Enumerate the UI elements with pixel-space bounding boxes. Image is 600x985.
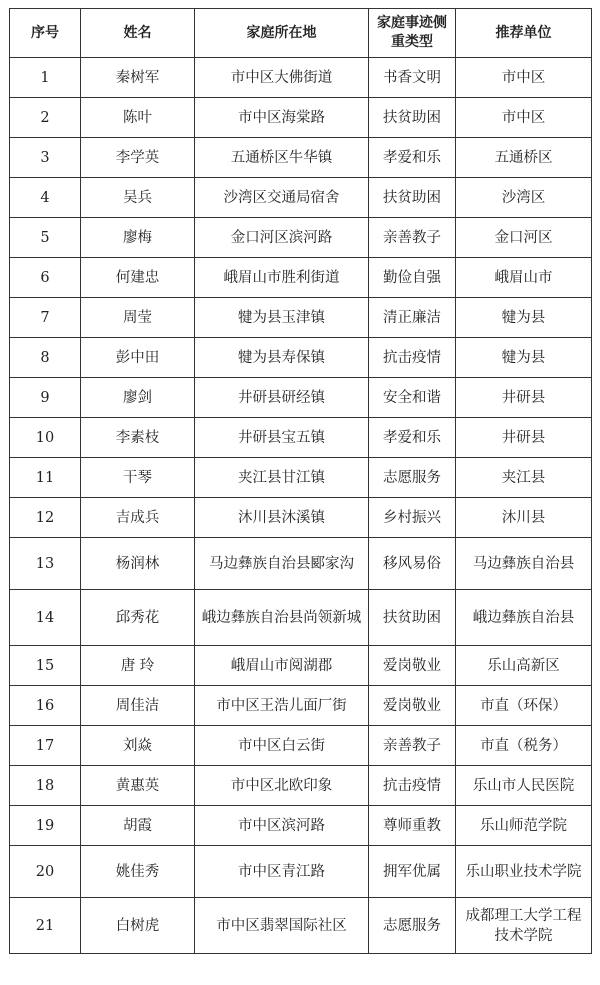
person-name: 周莹 <box>81 298 195 338</box>
family-address: 犍为县寿保镇 <box>195 338 369 378</box>
family-address: 市中区王浩儿面厂街 <box>195 686 369 726</box>
deed-type: 安全和谐 <box>369 378 456 418</box>
family-address: 市中区北欧印象 <box>195 766 369 806</box>
row-number: 18 <box>10 766 81 806</box>
person-name: 秦树军 <box>81 58 195 98</box>
person-name: 刘焱 <box>81 726 195 766</box>
recommending-unit: 井研县 <box>456 418 592 458</box>
deed-type: 孝爱和乐 <box>369 418 456 458</box>
table-row <box>10 298 592 338</box>
table-body <box>10 58 592 954</box>
row-number: 7 <box>10 298 81 338</box>
person-name: 陈叶 <box>81 98 195 138</box>
table-row <box>10 686 592 726</box>
recommending-unit: 市中区 <box>456 58 592 98</box>
person-name: 廖梅 <box>81 218 195 258</box>
table-row <box>10 726 592 766</box>
deed-type: 尊师重教 <box>369 806 456 846</box>
deed-type: 乡村振兴 <box>369 498 456 538</box>
row-number: 12 <box>10 498 81 538</box>
table-row <box>10 646 592 686</box>
recommending-unit: 夹江县 <box>456 458 592 498</box>
recommending-unit: 峨眉山市 <box>456 258 592 298</box>
family-address: 夹江县甘江镇 <box>195 458 369 498</box>
table-row <box>10 218 592 258</box>
table-row <box>10 58 592 98</box>
person-name: 黄惠英 <box>81 766 195 806</box>
row-number: 4 <box>10 178 81 218</box>
deed-type: 孝爱和乐 <box>369 138 456 178</box>
deed-type: 扶贫助困 <box>369 178 456 218</box>
deed-type: 书香文明 <box>369 58 456 98</box>
table-row <box>10 538 592 590</box>
row-number: 19 <box>10 806 81 846</box>
family-address: 市中区海棠路 <box>195 98 369 138</box>
person-name: 李学英 <box>81 138 195 178</box>
row-number: 5 <box>10 218 81 258</box>
deed-type: 扶贫助困 <box>369 98 456 138</box>
family-address: 峨边彝族自治县尚领新城 <box>195 590 369 646</box>
row-number: 21 <box>10 898 81 954</box>
recommending-unit: 井研县 <box>456 378 592 418</box>
row-number: 14 <box>10 590 81 646</box>
deed-type: 扶贫助困 <box>369 590 456 646</box>
deed-type: 亲善教子 <box>369 218 456 258</box>
row-number: 10 <box>10 418 81 458</box>
table-row <box>10 258 592 298</box>
recommending-unit: 乐山市人民医院 <box>456 766 592 806</box>
family-address: 市中区滨河路 <box>195 806 369 846</box>
family-address: 沙湾区交通局宿舍 <box>195 178 369 218</box>
table-row <box>10 338 592 378</box>
deed-type: 抗击疫情 <box>369 766 456 806</box>
person-name: 周佳洁 <box>81 686 195 726</box>
recommending-unit: 乐山师范学院 <box>456 806 592 846</box>
recommending-unit: 沐川县 <box>456 498 592 538</box>
recommending-unit: 成都理工大学工程技术学院 <box>456 898 592 954</box>
recommending-unit: 马边彝族自治县 <box>456 538 592 590</box>
row-number: 1 <box>10 58 81 98</box>
family-address: 市中区大佛街道 <box>195 58 369 98</box>
family-address: 马边彝族自治县郾家沟 <box>195 538 369 590</box>
family-address: 市中区青江路 <box>195 846 369 898</box>
row-number: 13 <box>10 538 81 590</box>
recommending-unit: 乐山高新区 <box>456 646 592 686</box>
recommending-unit: 乐山职业技术学院 <box>456 846 592 898</box>
deed-type: 勤俭自强 <box>369 258 456 298</box>
deed-type: 拥军优属 <box>369 846 456 898</box>
row-number: 16 <box>10 686 81 726</box>
family-address: 井研县研经镇 <box>195 378 369 418</box>
row-number: 15 <box>10 646 81 686</box>
recommending-unit: 五通桥区 <box>456 138 592 178</box>
family-address: 峨眉山市阅湖郡 <box>195 646 369 686</box>
table-row <box>10 498 592 538</box>
recommending-unit: 沙湾区 <box>456 178 592 218</box>
table-row <box>10 458 592 498</box>
table-row <box>10 898 592 954</box>
person-name: 吉成兵 <box>81 498 195 538</box>
deed-type: 移风易俗 <box>369 538 456 590</box>
table-row <box>10 178 592 218</box>
person-name: 廖剑 <box>81 378 195 418</box>
row-number: 6 <box>10 258 81 298</box>
deed-type: 抗击疫情 <box>369 338 456 378</box>
family-address: 井研县宝五镇 <box>195 418 369 458</box>
deed-type: 清正廉洁 <box>369 298 456 338</box>
recommending-unit: 峨边彝族自治县 <box>456 590 592 646</box>
family-address: 峨眉山市胜利街道 <box>195 258 369 298</box>
header-no: 序号 <box>10 9 81 58</box>
table-row <box>10 378 592 418</box>
person-name: 吴兵 <box>81 178 195 218</box>
row-number: 20 <box>10 846 81 898</box>
table-row <box>10 98 592 138</box>
recommending-unit: 市直（环保） <box>456 686 592 726</box>
person-name: 白树虎 <box>81 898 195 954</box>
header-address: 家庭所在地 <box>195 9 369 58</box>
table-row <box>10 806 592 846</box>
row-number: 2 <box>10 98 81 138</box>
person-name: 杨润林 <box>81 538 195 590</box>
header-unit: 推荐单位 <box>456 9 592 58</box>
row-number: 8 <box>10 338 81 378</box>
header-type: 家庭事迹侧重类型 <box>369 9 456 58</box>
table-header-row <box>10 9 592 58</box>
person-name: 唐 玲 <box>81 646 195 686</box>
recommending-unit: 犍为县 <box>456 338 592 378</box>
family-address: 犍为县玉津镇 <box>195 298 369 338</box>
table-row <box>10 846 592 898</box>
person-name: 何建忠 <box>81 258 195 298</box>
table-row <box>10 766 592 806</box>
recommending-unit: 金口河区 <box>456 218 592 258</box>
recommending-unit: 市直（税务） <box>456 726 592 766</box>
row-number: 3 <box>10 138 81 178</box>
person-name: 姚佳秀 <box>81 846 195 898</box>
person-name: 邱秀花 <box>81 590 195 646</box>
deed-type: 爱岗敬业 <box>369 646 456 686</box>
person-name: 胡霞 <box>81 806 195 846</box>
person-name: 彭中田 <box>81 338 195 378</box>
deed-type: 志愿服务 <box>369 458 456 498</box>
family-address: 金口河区滨河路 <box>195 218 369 258</box>
recommending-unit: 市中区 <box>456 98 592 138</box>
deed-type: 爱岗敬业 <box>369 686 456 726</box>
recommending-unit: 犍为县 <box>456 298 592 338</box>
family-address: 五通桥区牛华镇 <box>195 138 369 178</box>
person-name: 干琴 <box>81 458 195 498</box>
family-address: 市中区翡翠国际社区 <box>195 898 369 954</box>
header-name: 姓名 <box>81 9 195 58</box>
person-name: 李素枝 <box>81 418 195 458</box>
row-number: 17 <box>10 726 81 766</box>
deed-type: 亲善教子 <box>369 726 456 766</box>
table-row <box>10 418 592 458</box>
family-roster-table <box>9 8 592 954</box>
table-row <box>10 590 592 646</box>
row-number: 11 <box>10 458 81 498</box>
table-row <box>10 138 592 178</box>
row-number: 9 <box>10 378 81 418</box>
family-address: 市中区白云街 <box>195 726 369 766</box>
deed-type: 志愿服务 <box>369 898 456 954</box>
family-address: 沐川县沐溪镇 <box>195 498 369 538</box>
